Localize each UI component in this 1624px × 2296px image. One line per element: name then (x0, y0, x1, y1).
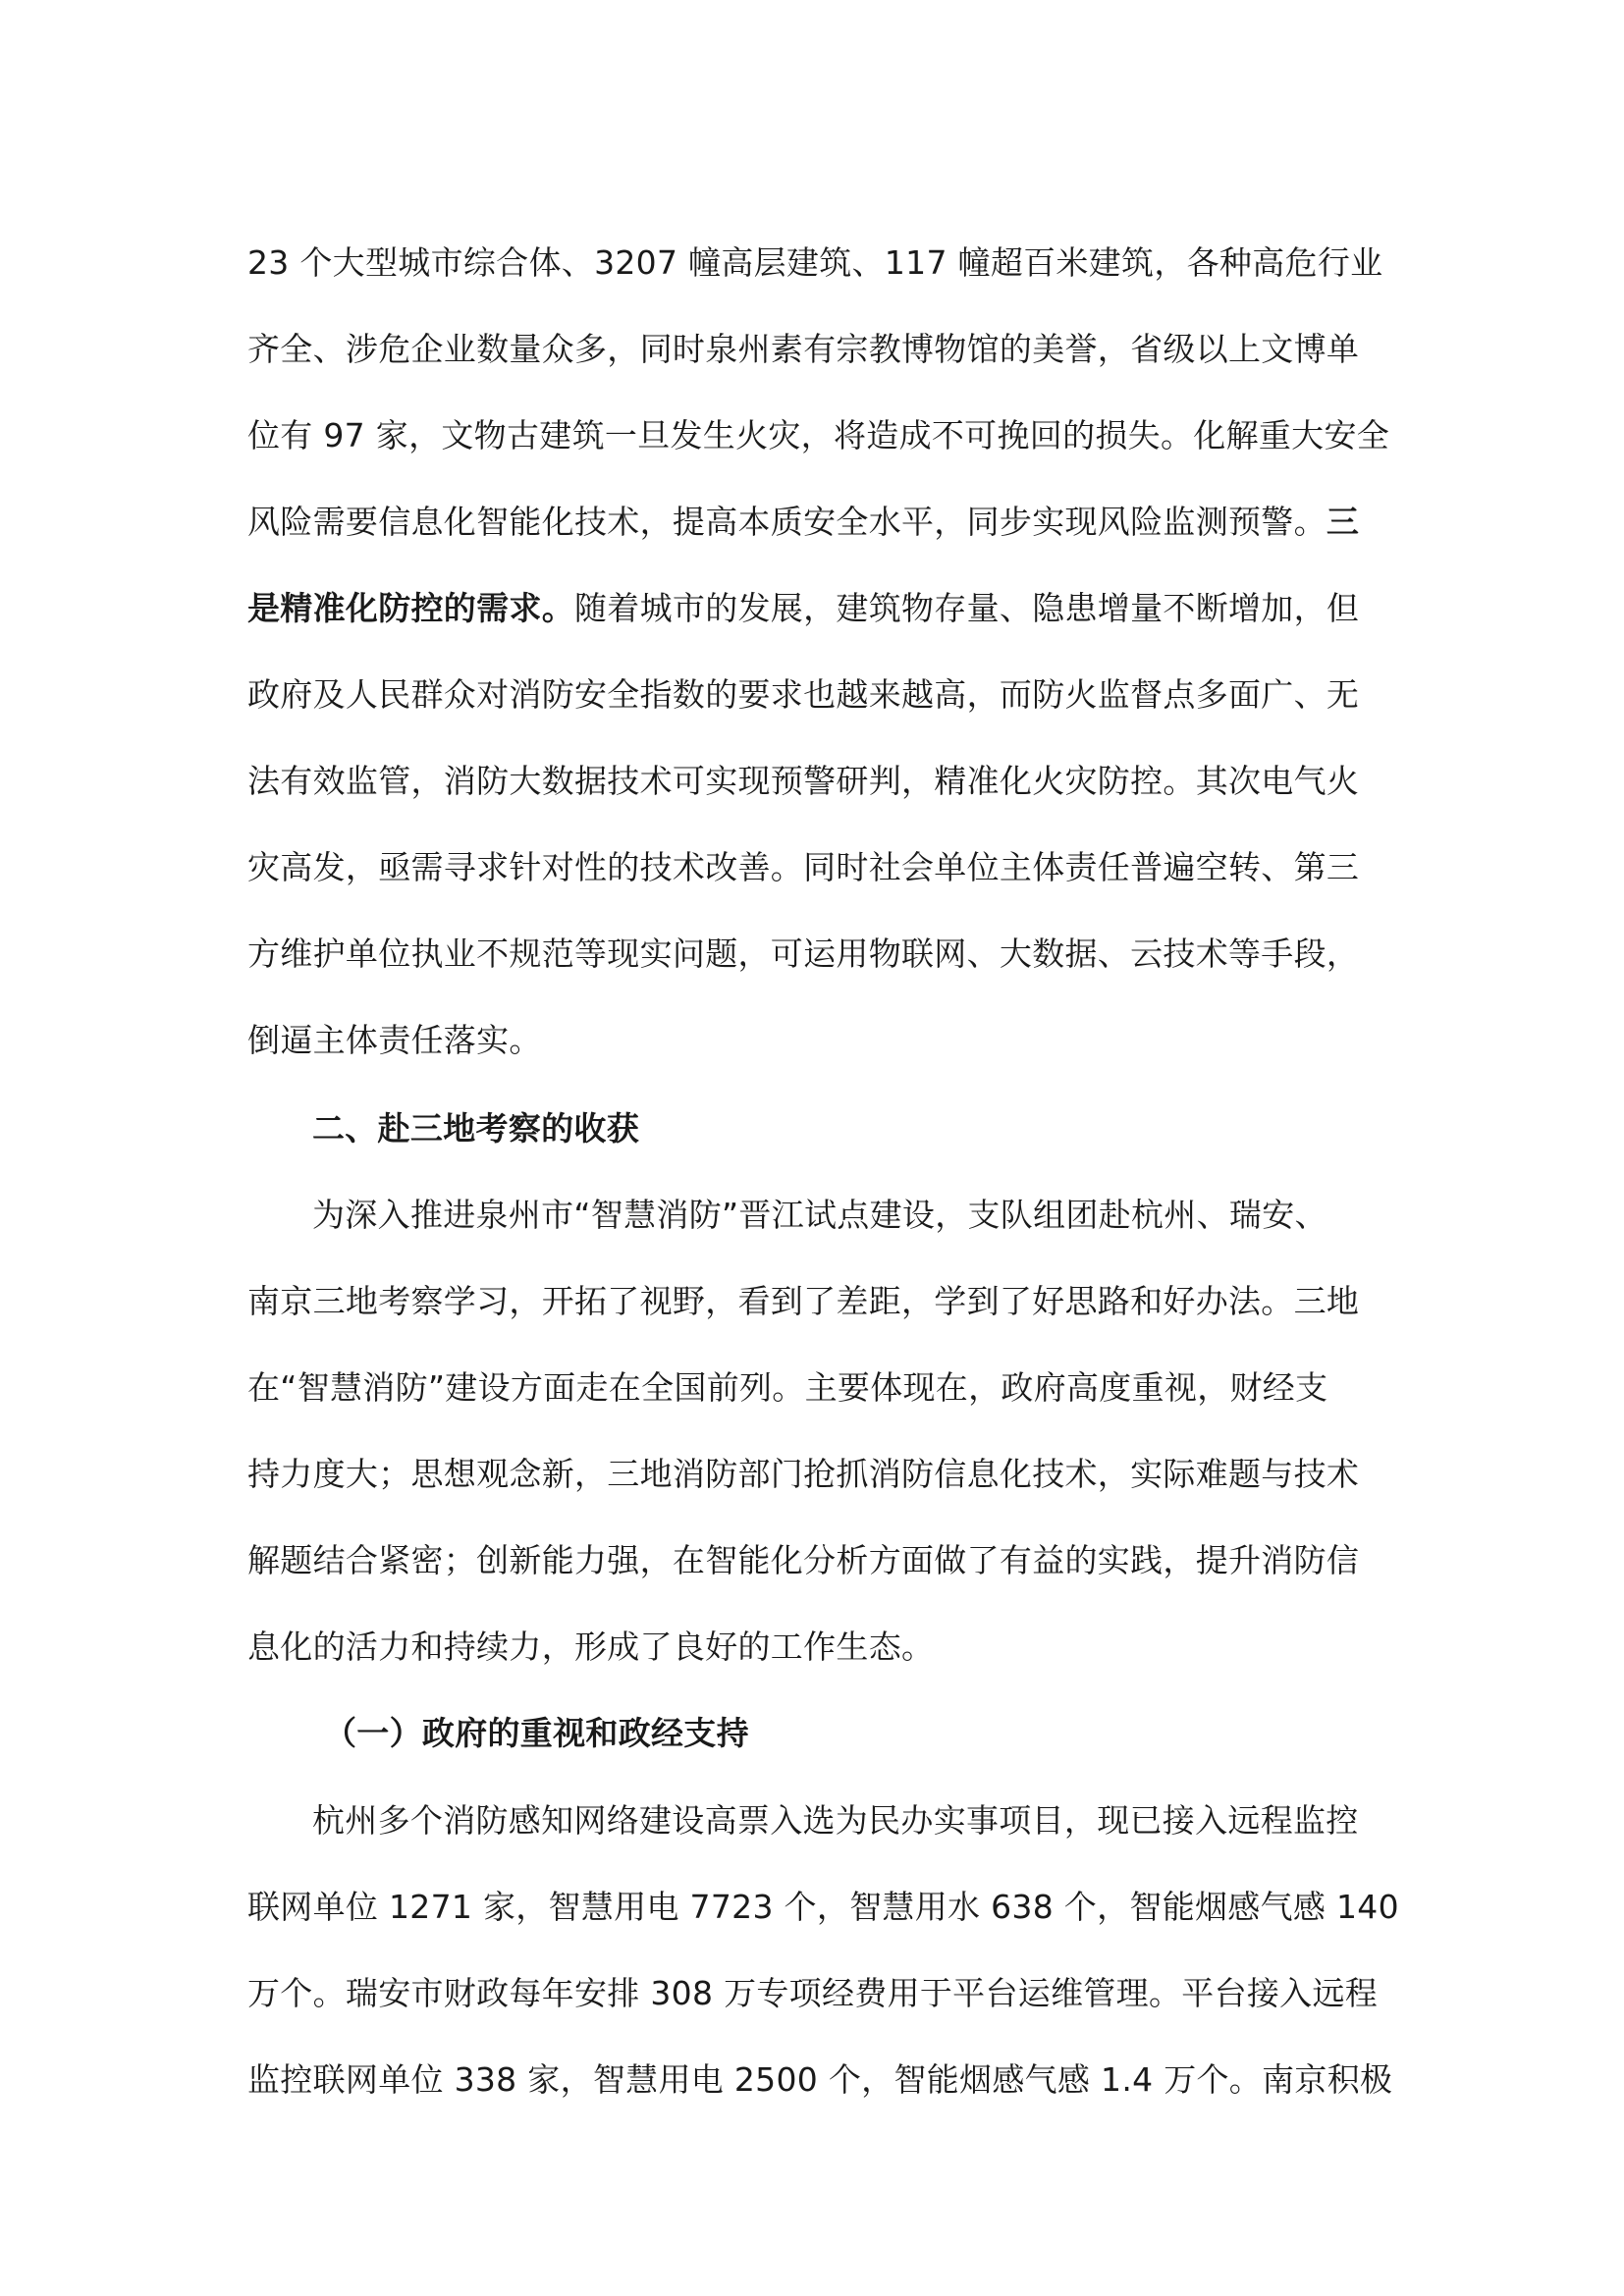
subsection-heading (324, 1712, 749, 1755)
text-run: 位有 97 家，文物古建筑一旦发生火灾，将造成不可挽回的损失。化解重大安全 (247, 416, 1390, 454)
text-run: 南京三地考察学习，开拓了视野，看到了差距，学到了好思路和好办法。三地 (247, 1282, 1360, 1320)
text-run: 万个。瑞安市财政每年安排 308 万专项经费用于平台运维管理。平台接入远程 (247, 1974, 1379, 2012)
text-run: 联网单位 1271 家，智慧用电 7723 个，智慧用水 638 个，智能烟感气感 140 (247, 1888, 1399, 1926)
paragraph-line (312, 1194, 1327, 1237)
text-run: 风险需要信息化智能化技术，提高本质安全水平，同步实现风险监测预警。 (247, 503, 1326, 541)
text-run: 杭州多个消防感知网络建设高票入选为民办实事项目，现已接入远程监控 (312, 1801, 1359, 1840)
text-run: 倒逼主体责任落实。 (247, 1021, 542, 1059)
text-run: 灾高发，亟需寻求针对性的技术改善。同时社会单位主体责任普遍空转、第三 (247, 848, 1360, 886)
text-run: 法有效监管，消防大数据技术可实现预警研判，精准化火灾防控。其次电气火 (247, 762, 1360, 800)
paragraph-line (247, 673, 1359, 717)
text-run: 在“智慧消防”建设方面走在全国前列。主要体现在，政府高度重视，财经支 (247, 1368, 1328, 1407)
text-run: 政府及人民群众对消防安全指数的要求也越来越高，而防火监督点多面广、无 (247, 675, 1360, 714)
section-heading (312, 1107, 639, 1150)
paragraph-line (247, 933, 1359, 976)
text-run: 随着城市的发展，建筑物存量、隐患增量不断增加，但 (574, 589, 1360, 627)
paragraph-line (247, 2058, 1392, 2102)
paragraph-line (247, 1539, 1359, 1582)
paragraph-line (247, 1019, 542, 1062)
paragraph-line (247, 501, 1359, 544)
paragraph-line (247, 846, 1359, 889)
subsection-heading-text: （一）政府的重视和政经支持 (324, 1714, 749, 1752)
paragraph-line (247, 1453, 1359, 1496)
text-run: 方维护单位执业不规范等现实问题，可运用物联网、大数据、云技术等手段， (247, 934, 1360, 973)
paragraph-line (247, 760, 1359, 803)
paragraph-line (247, 328, 1359, 371)
bold-text-run: 是精准化防控的需求。 (247, 589, 574, 627)
text-run: 为深入推进泉州市“智慧消防”晋江试点建设，支队组团赴杭州、瑞安、 (312, 1196, 1327, 1234)
paragraph-line (247, 587, 1359, 630)
section-heading-text: 二、赴三地考察的收获 (312, 1109, 639, 1148)
paragraph-line (247, 1366, 1327, 1410)
paragraph-line (247, 1280, 1359, 1323)
bold-text-run: 三 (1326, 503, 1360, 541)
text-run: 23 个大型城市综合体、3207 幢高层建筑、117 幢超百米建筑，各种高危行业 (247, 243, 1383, 282)
paragraph-line (247, 1972, 1378, 2015)
paragraph-line (247, 414, 1389, 457)
paragraph-line (312, 1799, 1359, 1842)
paragraph-line (247, 1886, 1399, 1929)
paragraph-line (247, 1626, 934, 1669)
text-run: 持力度大；思想观念新，三地消防部门抢抓消防信息化技术，实际难题与技术 (247, 1455, 1360, 1493)
text-run: 息化的活力和持续力，形成了良好的工作生态。 (247, 1628, 935, 1666)
text-run: 监控联网单位 338 家，智慧用电 2500 个，智能烟感气感 1.4 万个。南京积极 (247, 2060, 1393, 2099)
paragraph-line (247, 241, 1382, 285)
text-run: 齐全、涉危企业数量众多，同时泉州素有宗教博物馆的美誉，省级以上文博单 (247, 330, 1360, 368)
text-run: 解题结合紧密；创新能力强，在智能化分析方面做了有益的实践，提升消防信 (247, 1541, 1360, 1579)
